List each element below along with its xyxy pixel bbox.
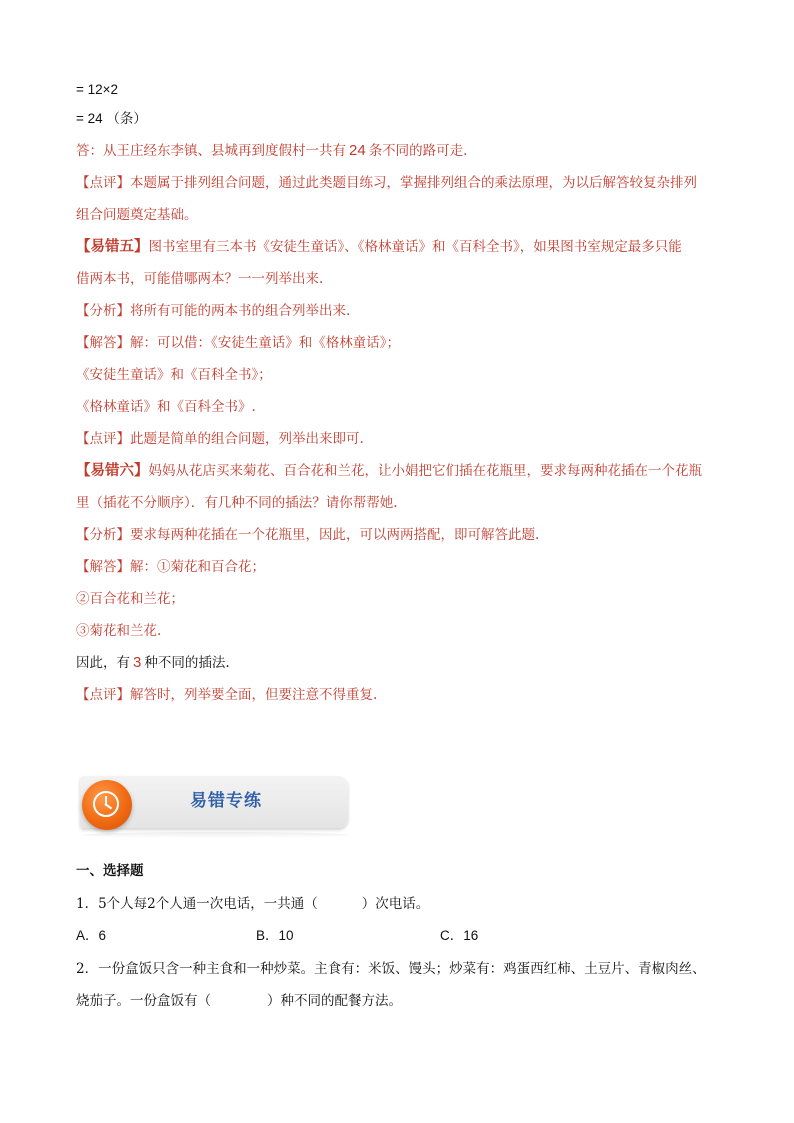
solution-tag: 【解答】	[76, 559, 130, 575]
question-2-text: 烧茄子。一份盒饭有（	[76, 993, 211, 1009]
section-heading: 一、选择题	[76, 863, 144, 879]
banner-title: 易错专练	[190, 791, 262, 811]
answer-text: 答：从王庄经东李镇、县城再到度假村一共有	[76, 143, 346, 159]
answer-tail: 条不同的路可走.	[368, 143, 468, 159]
solution-text: 解：①菊花和百合花；	[130, 559, 265, 575]
mistake-5-line-2: 借两本书，可能借哪两本？一一列举出来.	[76, 271, 324, 287]
analysis-tag: 【分析】	[76, 527, 130, 543]
analysis-text: 将所有可能的两本书的组合列举出来.	[130, 303, 351, 319]
question-1	[76, 896, 726, 912]
analysis-6	[76, 527, 726, 543]
conclusion-text: 因此，有	[76, 655, 130, 671]
mistake-6-tag: 【易错六】	[76, 462, 149, 479]
comment-tag: 【点评】	[76, 431, 130, 447]
calc-line-1: = 12×2	[76, 82, 119, 97]
solution-5-line-1	[76, 335, 726, 351]
mistake-5-tag: 【易错五】	[76, 238, 149, 255]
question-1-end: ）次电话。	[361, 896, 430, 912]
conclusion-tail: 种不同的插法.	[144, 655, 230, 671]
solution-6-line-2: ②百合花和兰花；	[76, 591, 184, 607]
option-b: B．10	[256, 928, 294, 943]
calc-result: = 24 （条）	[76, 111, 147, 126]
solution-6-line-1	[76, 559, 726, 575]
comment-text: 此题是简单的组合问题，列举出来即可.	[130, 431, 364, 447]
option-c: C．16	[440, 928, 479, 943]
mistake-6-line-1	[76, 463, 726, 479]
solution-tag: 【解答】	[76, 335, 130, 351]
comment-text: 解答时，列举要全面，但要注意不得重复.	[130, 687, 378, 703]
analysis-5	[76, 303, 726, 319]
answer-number: 24	[349, 142, 366, 159]
question-2-line-1: 2．一份盒饭只含一种主食和一种炒菜。主食有：米饭、馒头；炒菜有：鸡蛋西红柿、土豆片、青椒肉丝、	[76, 961, 706, 977]
calc-line-2	[76, 111, 726, 127]
banner-shadow	[84, 832, 348, 838]
comment-5	[76, 431, 726, 447]
mistake-5-text: 图书室里有三本书《安徒生童话》、《格林童话》和《百科全书》，如果图书室规定最多只能	[148, 239, 682, 255]
comment-line-2: 组合问题奠定基础。	[76, 207, 198, 223]
option-a: A．6	[76, 928, 107, 943]
solution-text: 解：可以借：《安徒生童话》和《格林童话》；	[130, 335, 400, 351]
solution-6-line-3: ③菊花和兰花.	[76, 623, 162, 639]
question-2-end: ）种不同的配餐方法。	[267, 993, 402, 1009]
conclusion-number: 3	[133, 654, 142, 671]
conclusion-6	[76, 655, 726, 671]
comment-text: 本题属于排列组合问题，通过此类题目练习，掌握排列组合的乘法原理，为以后解答较复杂排列	[130, 175, 697, 191]
mistake-6-text: 妈妈从花店买来菊花、百合花和兰花，让小娟把它们插在花瓶里，要求每两种花插在一个花瓶	[148, 463, 702, 479]
answer-line	[76, 143, 726, 159]
question-1-text: 1．5个人每2个人通一次电话，一共通（	[76, 896, 318, 912]
analysis-tag: 【分析】	[76, 303, 130, 319]
comment-tag: 【点评】	[76, 687, 130, 703]
mistake-6-line-2: 里（插花不分顺序）．有几种不同的插法？请你帮帮她.	[76, 495, 398, 511]
solution-5-line-2: 《安徒生童话》和《百科全书》；	[76, 367, 272, 383]
solution-5-line-3: 《格林童话》和《百科全书》.	[76, 399, 256, 415]
analysis-text: 要求每两种花插在一个花瓶里，因此，可以两两搭配，即可解答此题.	[130, 527, 540, 543]
mistake-5-line-1	[76, 239, 726, 255]
comment-tag: 【点评】	[76, 175, 130, 191]
comment-6	[76, 687, 726, 703]
question-2-line-2	[76, 993, 726, 1009]
comment-line-1	[76, 175, 726, 191]
